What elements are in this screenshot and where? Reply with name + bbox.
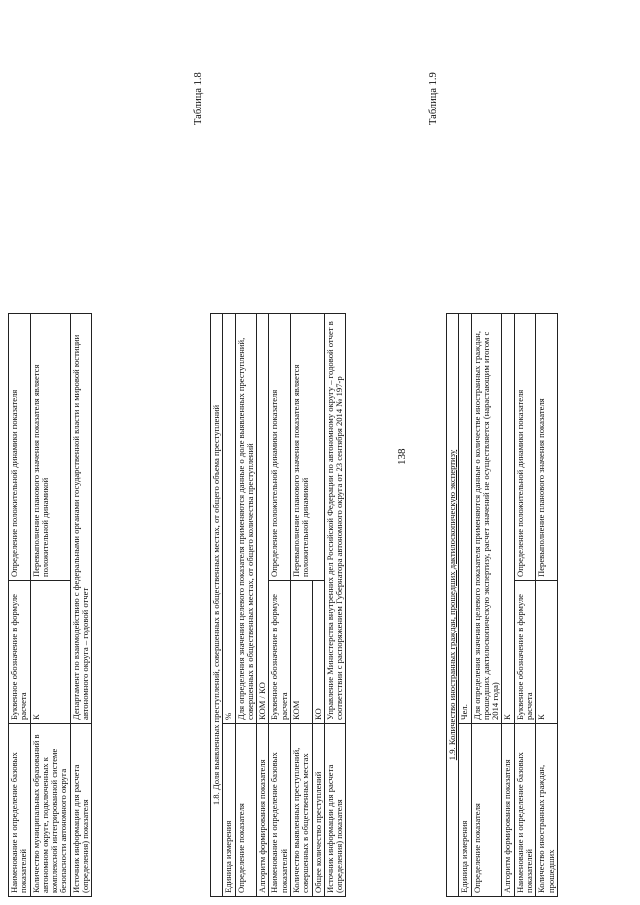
table-row [290,314,312,897]
table-1-7-tail [8,313,92,897]
table-cell: Единица измерения [223,724,235,897]
table-cell: Буквенное обозначение в формуле расчета [269,581,291,724]
table-cell: Определение положительной динамики показателя [514,314,536,581]
table-cell: Алгоритм формирования показателя [502,724,514,897]
table-cell: Наименование и определение базовых показателей [9,724,31,897]
table-row [257,314,269,897]
table-row [471,314,502,897]
table-cell: Наименование и определение базовых показателей [514,724,536,897]
table-row [502,314,514,897]
table-cell: Количество иностранных граждан, прошедших [536,724,558,897]
table-cell: Определение показателя [471,724,502,897]
table-cell: Перевыполнение планового значения показателя является положительной динамикой [30,314,70,581]
table-cell: Определение положительной динамики показателя [9,314,31,581]
table-cell: Перевыполнение планового значения показателя [536,314,558,581]
table-row [70,314,92,897]
table-row [514,314,536,897]
table-row [235,314,257,897]
table-1-8 [210,313,346,897]
table-cell: Алгоритм формирования показателя [257,724,269,897]
table-1-8-caption: Таблица 1.8 [193,72,204,125]
table-cell: Наименование и определение базовых показателей [269,724,291,897]
table-title [447,314,459,897]
table-1-9 [446,313,558,897]
table-title-text: 1.9. Количество иностранных граждан, прошедших дактилоскопическую экспертизу [447,449,457,761]
table-cell: Общее количество преступлений [312,724,324,897]
table-row [223,314,235,897]
table-cell: Для определения значения целевого показателя применяются данные о количестве иностранных граждан, прошедших дактилоскопическую экспертизу, расчет значений не осуществляется (нарастающим итогом с 2014 года) [471,314,502,724]
table-row [536,314,558,897]
table-cell: КОМ / КО [257,314,269,724]
table-cell: Определение показателя [235,724,257,897]
table-cell: Перевыполнение планового значения показателя является положительной динамикой [290,314,324,581]
source-value: Управление Министерства внутренних дел Российской Федерации по автономному округу – годовой отчет в соответствии с распоряжением Губернатора автономного округа от 23 сентября 2014 № 197-р [324,314,346,724]
table-cell: Количество выявленных преступлений, совершенных в общественных местах [290,724,312,897]
table-cell: Определение положительной динамики показателя [269,314,291,581]
table-cell: Для определения значения целевого показателя применяются данные о доле выявленных преступлений, совершенных в общественных местах, от общего количества преступлений [235,314,257,724]
table-row [9,314,31,897]
table-cell: К [536,581,558,724]
table-row [30,314,70,897]
table-title: 1.8. Доля выявленных преступлений, совершенных в общественных местах, от общего объема преступлений [211,314,223,897]
table-row [269,314,291,897]
source-label: Источник информации для расчета (определения) показателя [70,724,92,897]
table-row [447,314,459,897]
table-row [459,314,471,897]
table-cell: Буквенное обозначение в формуле расчета [9,581,31,724]
table-row [211,314,223,897]
source-label: Источник информации для расчета (определения) показателя [324,724,346,897]
table-cell: Количество муниципальных образований в автономном округе, подключенных к комплексной интегрированной системе безопасности автономного округа [30,724,70,897]
table-cell: К [30,581,70,724]
table-cell: КО [312,581,324,724]
page-number: 138 [396,448,408,465]
table-cell: % [223,314,235,724]
table-cell: Чел. [459,314,471,724]
source-value: Департамент по взаимодействию с федеральными органами государственной власти и мировой юстиции автономного округа – годовой отчет [70,314,92,724]
table-cell: Буквенное обозначение в формуле расчета [514,581,536,724]
table-cell: К [502,314,514,724]
table-1-9-caption: Таблица 1.9 [428,72,439,125]
table-cell: Единица измерения [459,724,471,897]
table-row [324,314,346,897]
table-cell: КОМ [290,581,312,724]
